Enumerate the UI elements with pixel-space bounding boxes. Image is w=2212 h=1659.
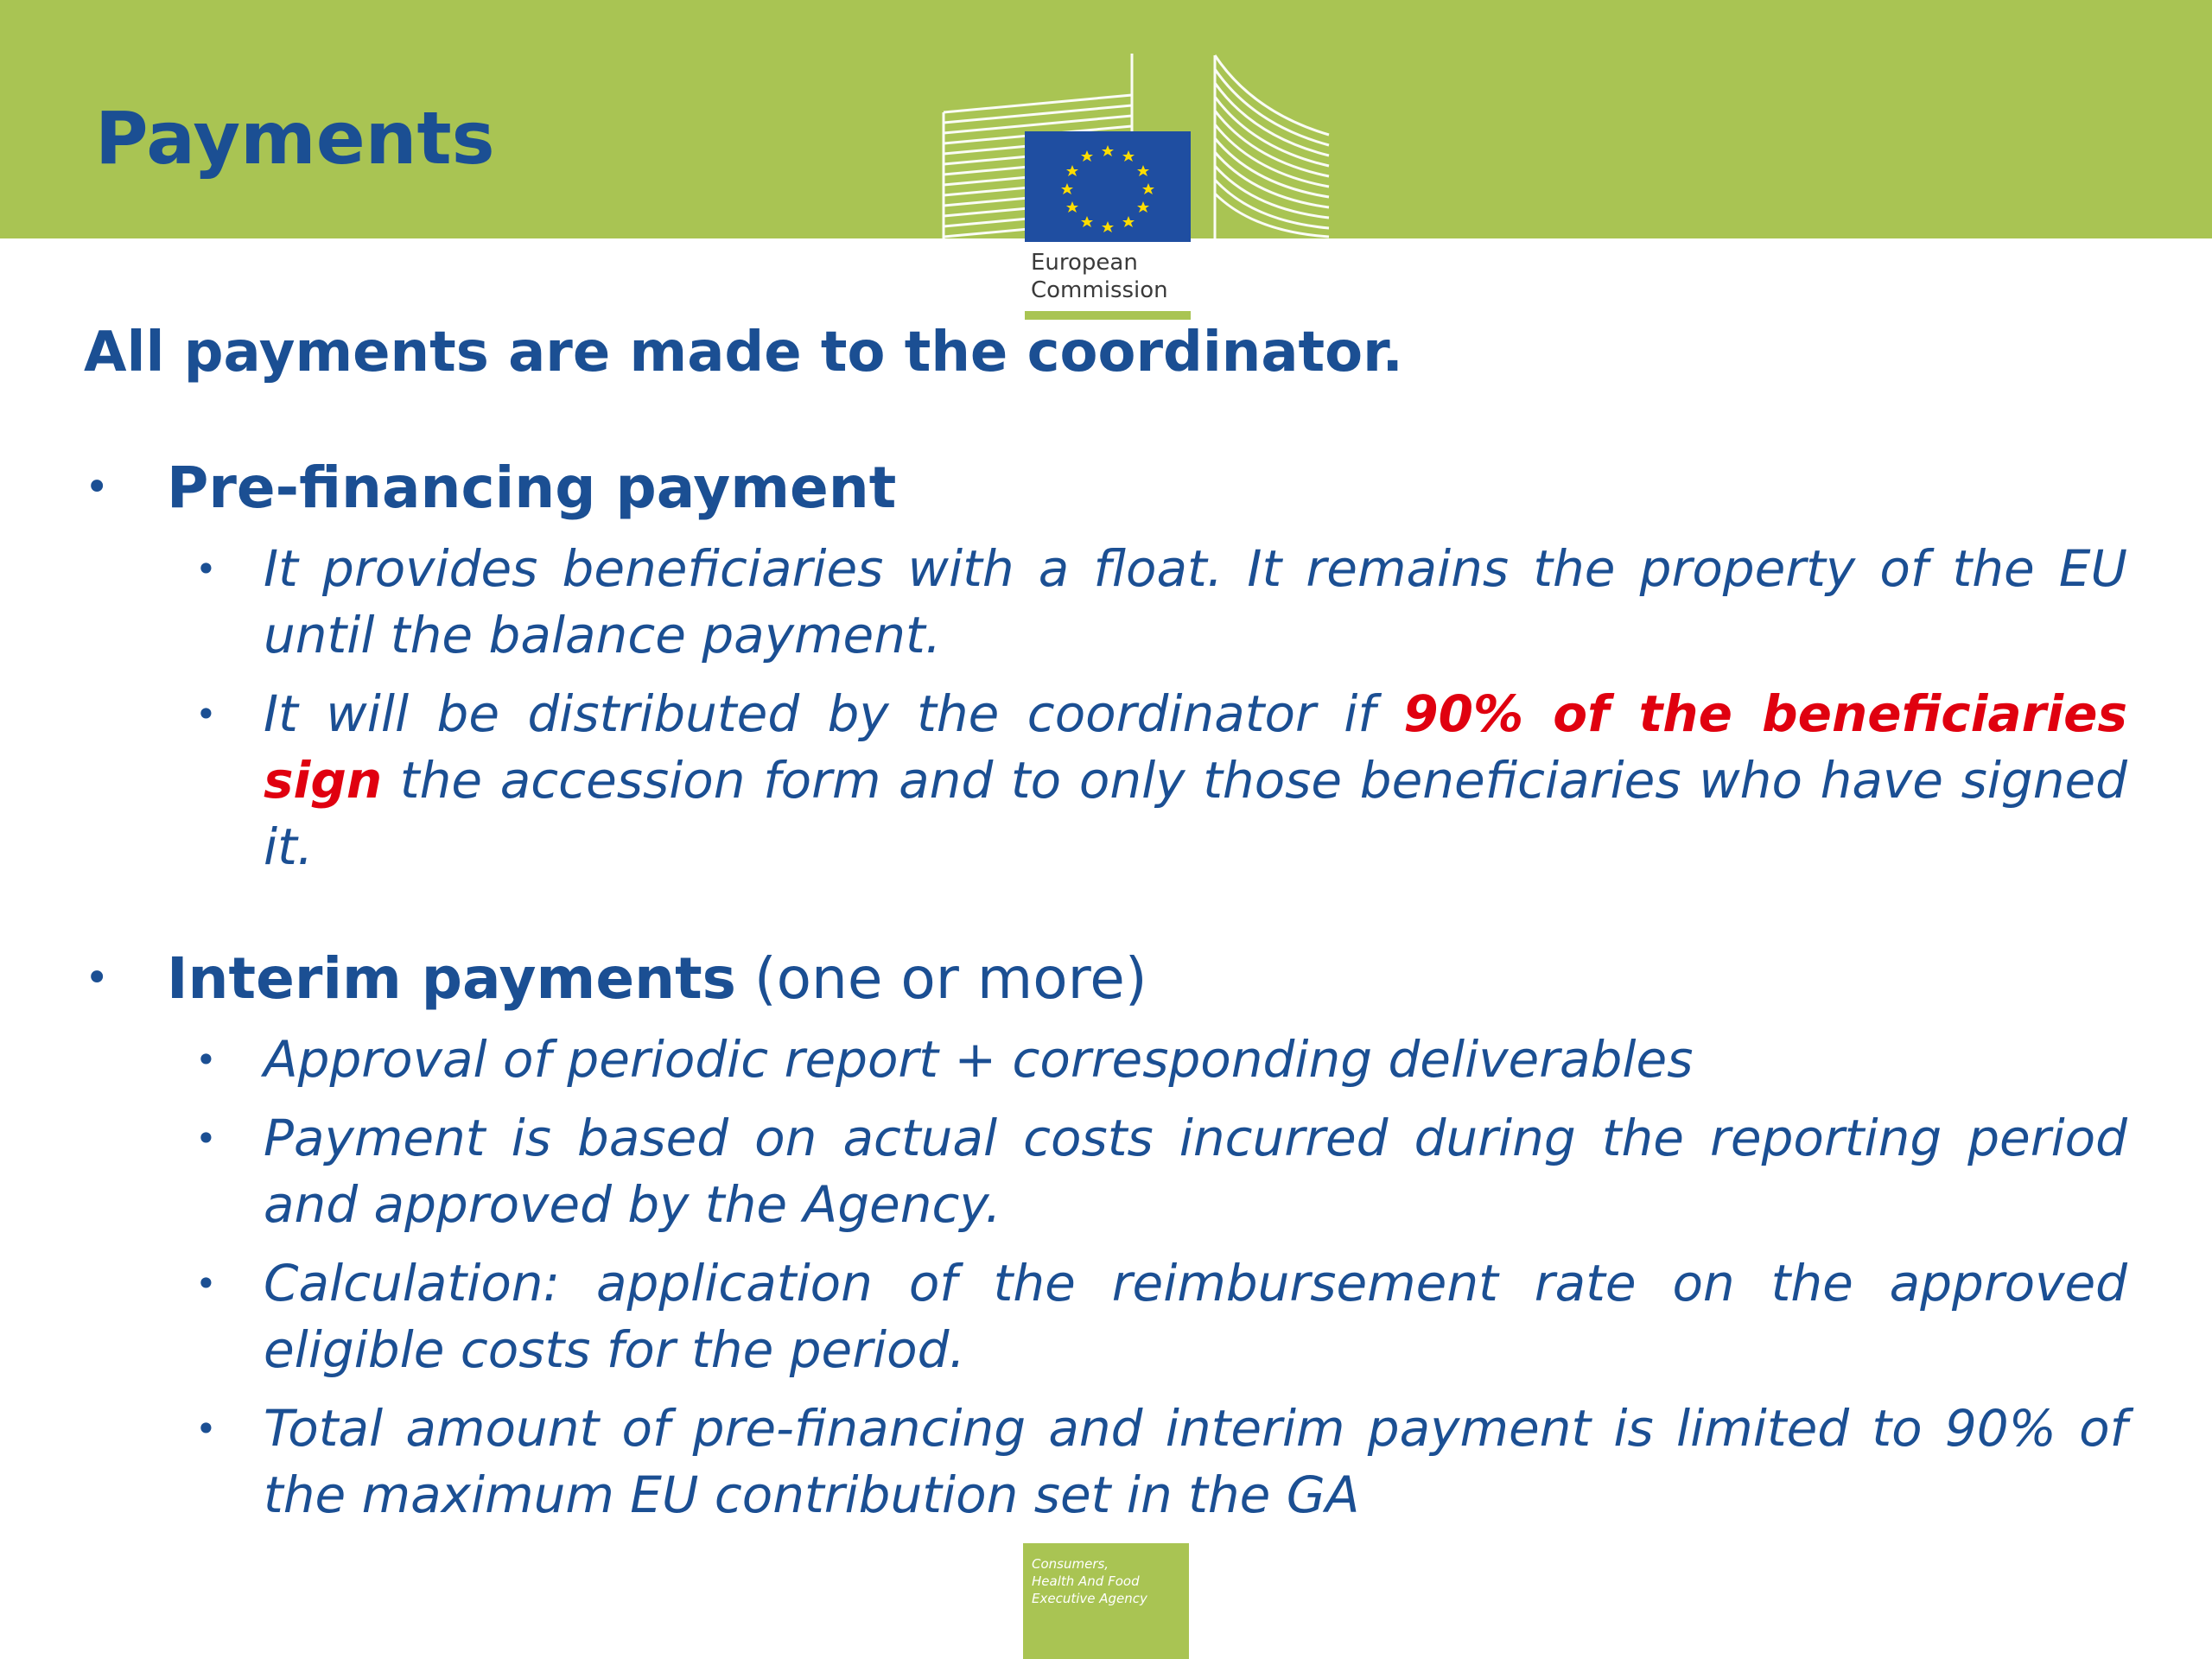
prefinancing-heading-item (0, 454, 2212, 522)
bullet-icon: • (195, 1408, 217, 1451)
prefinancing-heading: Pre-financing payment (167, 454, 897, 521)
interim-point-4 (0, 1395, 2127, 1529)
prefinancing-section (0, 454, 2212, 880)
prefinancing-point-2 (0, 681, 2127, 880)
logo-text-line1: European (1031, 250, 1138, 276)
intro-statement: All payments are made to the coordinator. (84, 321, 1403, 385)
interim-point-1 (0, 1027, 2127, 1093)
bullet-icon: • (85, 954, 110, 1002)
interim-section (0, 944, 2212, 1529)
interim-point-3 (0, 1250, 2127, 1383)
chafea-logo-line1: Consumers, (1032, 1556, 1109, 1572)
interim-heading: Interim payments (167, 945, 736, 1012)
prefinancing-point-2-text-end: the accession form and to only those beneficiaries who have signed it. (264, 751, 2127, 877)
interim-point-2-text: Payment is based on actual costs incurred during the reporting period and approved by the Agency. (264, 1109, 2127, 1235)
logo-text (1031, 249, 1168, 304)
bullet-icon: • (85, 463, 110, 512)
interim-point-1-text: Approval of periodic report + corresponding deliverables (264, 1030, 1694, 1090)
prefinancing-point-1-text: It provides beneficiaries with a float. It remains the property of the EU until the balance payment. (264, 539, 2127, 665)
chafea-logo-line3: Executive Agency (1032, 1591, 1147, 1606)
bullet-icon: • (195, 548, 217, 591)
bullet-icon: • (195, 693, 217, 736)
prefinancing-point-2-highlight: 90% of the beneficiaries sign (264, 684, 2127, 810)
interim-heading-suffix: (one or more) (735, 945, 1147, 1012)
bullet-icon: • (195, 1262, 217, 1306)
prefinancing-point-2-text-start: It will be distributed by the coordinator if (264, 684, 1404, 744)
prefinancing-point-1 (0, 536, 2127, 669)
bullet-icon: • (195, 1039, 217, 1082)
interim-heading-item (0, 944, 2212, 1013)
interim-point-3-text: Calculation: application of the reimbursement rate on the approved eligible costs for the period. (264, 1254, 2127, 1380)
bullet-icon: • (195, 1117, 217, 1160)
interim-point-2 (0, 1105, 2127, 1238)
logo-text-line2: Commission (1031, 277, 1168, 303)
chafea-logo-line2: Health And Food (1032, 1573, 1140, 1589)
interim-point-4-text: Total amount of pre-financing and interim payment is limited to 90% of the maximum EU contribution set in the GA (264, 1399, 2127, 1525)
chafea-logo (1023, 1543, 1189, 1659)
page-title: Payments (95, 96, 495, 181)
